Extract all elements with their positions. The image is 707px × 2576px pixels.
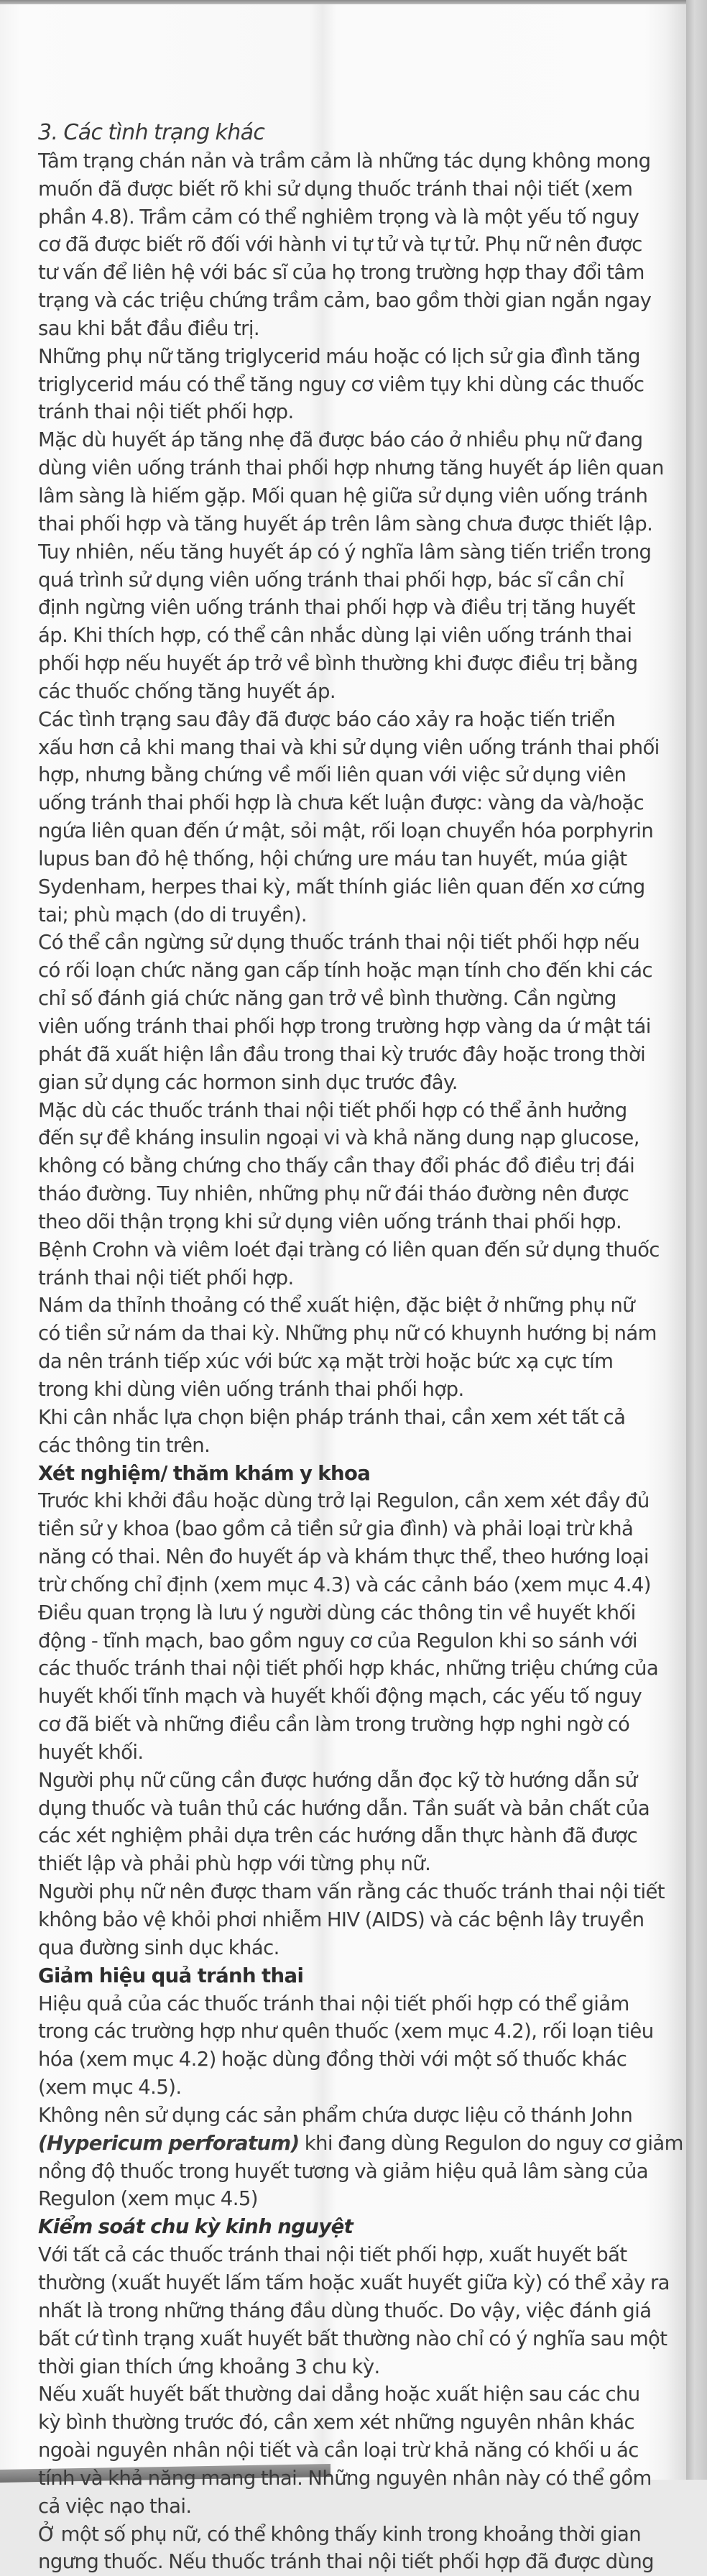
text-line: hóa (xem mục 4.2) hoặc dùng đồng thời với một số thuốc khác: [38, 2048, 627, 2071]
subsection-heading: Xét nghiệm/ thăm khám y khoa: [38, 1461, 371, 1485]
text-line: Người phụ nữ nên được tham vấn rằng các thuốc tránh thai nội tiết: [38, 1880, 665, 1904]
text-line: trong các trường hợp như quên thuốc (xem mục 4.2), rối loạn tiêu: [38, 2020, 654, 2043]
text-line: tai; phù mạch (do di truyền).: [38, 903, 308, 926]
text-line: Tuy nhiên, nếu tăng huyết áp có ý nghĩa lâm sàng tiến triển trong: [38, 540, 652, 564]
text-line: da nên tránh tiếp xúc với bức xạ mặt trời hoặc bức xạ cực tím: [38, 1350, 614, 1374]
text-line: ngoài nguyên nhân nội tiết và cần loại trừ khả năng có khối u ác: [38, 2439, 639, 2462]
text-line: tránh thai nội tiết phối hợp.: [38, 1266, 294, 1289]
text-line: cơ đã biết và những điều cần làm trong trường hợp nghi ngờ có: [38, 1713, 630, 1736]
section-title: 3. Các tình trạng khác: [38, 120, 265, 145]
text-line: kỳ bình thường trước đó, cần xem xét những nguyên nhân khác: [38, 2411, 634, 2434]
text-line: các thông tin trên.: [38, 1433, 211, 1457]
text-line: phần 4.8). Trầm cảm có thể nghiêm trọng và là một yếu tố nguy: [38, 205, 639, 229]
text-line: tháo đường. Tuy nhiên, những phụ nữ đái tháo đường nên được: [38, 1182, 629, 1206]
text-line: có tiền sử nám da thai kỳ. Những phụ nữ có khuynh hướng bị nám: [38, 1322, 657, 1346]
document-body: [38, 119, 688, 2576]
scan-right-shadow: [686, 0, 707, 2480]
text-line: Nếu xuất huyết bất thường dai dẳng hoặc xuất hiện sau các chu: [38, 2383, 640, 2406]
text-line: chỉ số đánh giá chức năng gan trở về bình thường. Cần ngừng: [38, 987, 616, 1011]
text-line: lâm sàng là hiếm gặp. Mối quan hệ giữa sử dụng viên uống tránh: [38, 484, 648, 507]
text-line: ngứa liên quan đến ứ mật, sỏi mật, rối loạn chuyển hóa porphyrin: [38, 819, 654, 843]
paragraph-lines: [38, 147, 688, 2576]
text-line: triglycerid máu có thể tăng nguy cơ viêm tụy khi dùng các thuốc: [38, 372, 644, 396]
text-line: các thuốc tránh thai nội tiết phối hợp khác, những triệu chứng của: [38, 1657, 659, 1680]
text-line: qua đường sinh dục khác.: [38, 1936, 279, 1959]
text-line: gian sử dụng các hormon sinh dục trước đây.: [38, 1070, 458, 1094]
text-line: thời gian thích ứng khoảng 3 chu kỳ.: [38, 2355, 380, 2378]
text-line: tư vấn để liên hệ với bác sĩ của họ trong trường hợp thay đổi tâm: [38, 261, 644, 285]
text-line: uống tránh thai phối hợp là chưa kết luận được: vàng da và/hoặc: [38, 791, 644, 815]
text-line: Điều quan trọng là lưu ý người dùng các thông tin về huyết khối: [38, 1601, 636, 1624]
text-line: theo dõi thận trọng khi sử dụng viên uống tránh thai phối hợp.: [38, 1210, 622, 1233]
text-line: động - tĩnh mạch, bao gồm nguy cơ của Regulon khi so sánh với: [38, 1629, 637, 1652]
text-line: Trước khi khởi đầu hoặc dùng trở lại Regulon, cần xem xét đầy đủ: [38, 1489, 650, 1513]
text-line: Không nên sử dụng các sản phẩm chứa dược liệu cỏ thánh John: [38, 2103, 633, 2127]
text-line: nồng độ thuốc trong huyết tương và giảm hiệu quả lâm sàng của: [38, 2159, 649, 2183]
text-line: các xét nghiệm phải dựa trên các hướng dẫn thực hành đã được: [38, 1824, 638, 1848]
text-line: (xem mục 4.5).: [38, 2076, 182, 2099]
latin-name: (Hypericum perforatum): [38, 2131, 300, 2155]
text-line: Với tất cả các thuốc tránh thai nội tiết phối hợp, xuất huyết bất: [38, 2243, 627, 2267]
text-line: trừ chống chỉ định (xem mục 4.3) và các cảnh báo (xem mục 4.4): [38, 1573, 651, 1596]
text-line: áp. Khi thích hợp, có thể cân nhắc dùng lại viên uống tránh thai: [38, 624, 632, 648]
text-line: sau khi bắt đầu điều trị.: [38, 316, 260, 340]
text-line: nhất là trong những tháng đầu dùng thuốc. Do vậy, việc đánh giá: [38, 2299, 652, 2322]
text-line: thai phối hợp và tăng huyết áp trên lâm sàng chưa được thiết lập.: [38, 512, 653, 535]
text-line: không có bằng chứng cho thấy cần thay đổi phác đồ điều trị đái: [38, 1154, 635, 1178]
text-line: có rối loạn chức năng gan cấp tính hoặc mạn tính cho đến khi các: [38, 959, 652, 983]
text-line: huyết khối.: [38, 1740, 144, 1764]
text-line: Nám da thỉnh thoảng có thể xuất hiện, đặc biệt ở những phụ nữ: [38, 1294, 635, 1317]
text-line: phối hợp nếu huyết áp trở về bình thường khi được điều trị bằng: [38, 652, 638, 676]
text-line: huyết khối tĩnh mạch và huyết khối động mạch, các yếu tố nguy: [38, 1685, 642, 1708]
text-line: bất cứ tình trạng xuất huyết bất thường nào chỉ có ý nghĩa sau một: [38, 2327, 667, 2350]
text-line: tiền sử y khoa (bao gồm cả tiền sử gia đình) và phải loại trừ khả: [38, 1517, 634, 1541]
text-line: trạng và các triệu chứng trầm cảm, bao gồm thời gian ngắn ngay: [38, 289, 652, 313]
text-line: muốn đã được biết rõ khi sử dụng thuốc tránh thai nội tiết (xem: [38, 177, 633, 201]
text-line: tính và khả năng mang thai. Những nguyên nhân này có thể gồm: [38, 2466, 652, 2490]
text-line: thiết lập và phải phù hợp với từng phụ nữ.: [38, 1852, 431, 1876]
text-line: định ngừng viên uống tránh thai phối hợp và điều trị tăng huyết: [38, 596, 635, 620]
text-line: quá trình sử dụng viên uống tránh thai phối hợp, bác sĩ cần chỉ: [38, 568, 624, 592]
text-line: [38, 2130, 688, 2158]
text-line: thường (xuất huyết lấm tấm hoặc xuất huyết giữa kỳ) có thể xảy ra: [38, 2271, 670, 2294]
text-line: viên uống tránh thai phối hợp trong trường hợp vàng da ứ mật tái: [38, 1015, 651, 1038]
text-line: ngưng thuốc. Nếu thuốc tránh thai nội tiết phối hợp đã được dùng: [38, 2550, 655, 2574]
text-line: năng có thai. Nên đo huyết áp và khám thực thể, theo hướng loại: [38, 1545, 649, 1569]
subsection-heading: Kiểm soát chu kỳ kinh nguyệt: [38, 2215, 354, 2239]
text-line: Những phụ nữ tăng triglycerid máu hoặc có lịch sử gia đình tăng: [38, 344, 640, 368]
text-line: tránh thai nội tiết phối hợp.: [38, 400, 294, 424]
text-line: cả việc nạo thai.: [38, 2494, 192, 2518]
text-line: Khi cân nhắc lựa chọn biện pháp tránh thai, cần xem xét tất cả: [38, 1405, 626, 1429]
text-line: Có thể cần ngừng sử dụng thuốc tránh thai nội tiết phối hợp nếu: [38, 931, 640, 954]
subsection-heading: Giảm hiệu quả tránh thai: [38, 1964, 304, 1987]
text-line: phát đã xuất hiện lần đầu trong thai kỳ trước đây hoặc trong thời: [38, 1042, 646, 1066]
text-line: Các tình trạng sau đây đã được báo cáo xảy ra hoặc tiến triển: [38, 707, 616, 731]
margin-marks: [1, 2156, 16, 2458]
text-line: hợp, nhưng bằng chứng về mối liên quan với việc sử dụng viên: [38, 763, 627, 787]
text-line: Tâm trạng chán nản và trầm cảm là những tác dụng không mong: [38, 149, 651, 172]
text-line: Bệnh Crohn và viêm loét đại tràng có liên quan đến sử dụng thuốc: [38, 1238, 660, 1261]
text-line: Mặc dù huyết áp tăng nhẹ đã được báo cáo ở nhiều phụ nữ đang: [38, 428, 643, 452]
text-line: dụng thuốc và tuân thủ các hướng dẫn. Tần suất và bản chất của: [38, 1796, 650, 1820]
text-line: không bảo vệ khỏi phơi nhiễm HIV (AIDS) và các bệnh lây truyền: [38, 1908, 644, 1931]
text-line: Regulon (xem mục 4.5): [38, 2187, 258, 2211]
text-line: đến sự đề kháng insulin ngoại vi và khả năng dung nạp glucose,: [38, 1126, 639, 1150]
text-line: cơ đã được biết rõ đối với hành vi tự tử và tự tử. Phụ nữ nên được: [38, 233, 642, 257]
text-line: dùng viên uống tránh thai phối hợp nhưng tăng huyết áp liên quan: [38, 456, 664, 480]
text-line: Ở một số phụ nữ, có thể không thấy kinh trong khoảng thời gian: [38, 2522, 642, 2546]
text-line: Sydenham, herpes thai kỳ, mất thính giác liên quan đến xơ cứng: [38, 875, 645, 898]
text-span: khi đang dùng Regulon do nguy cơ giảm: [304, 2131, 683, 2155]
text-line: Mặc dù các thuốc tránh thai nội tiết phối hợp có thể ảnh hưởng: [38, 1098, 627, 1122]
text-line: các thuốc chống tăng huyết áp.: [38, 679, 336, 703]
text-line: lupus ban đỏ hệ thống, hội chứng ure máu tan huyết, múa giật: [38, 847, 627, 870]
text-line: xấu hơn cả khi mang thai và khi sử dụng viên uống tránh thai phối: [38, 735, 660, 759]
text-line: Hiệu quả của các thuốc tránh thai nội tiết phối hợp có thể giảm: [38, 1992, 629, 2015]
text-line: Người phụ nữ cũng cần được hướng dẫn đọc kỹ tờ hướng dẫn sử: [38, 1768, 637, 1792]
text-line: trong khi dùng viên uống tránh thai phối hợp.: [38, 1377, 464, 1401]
